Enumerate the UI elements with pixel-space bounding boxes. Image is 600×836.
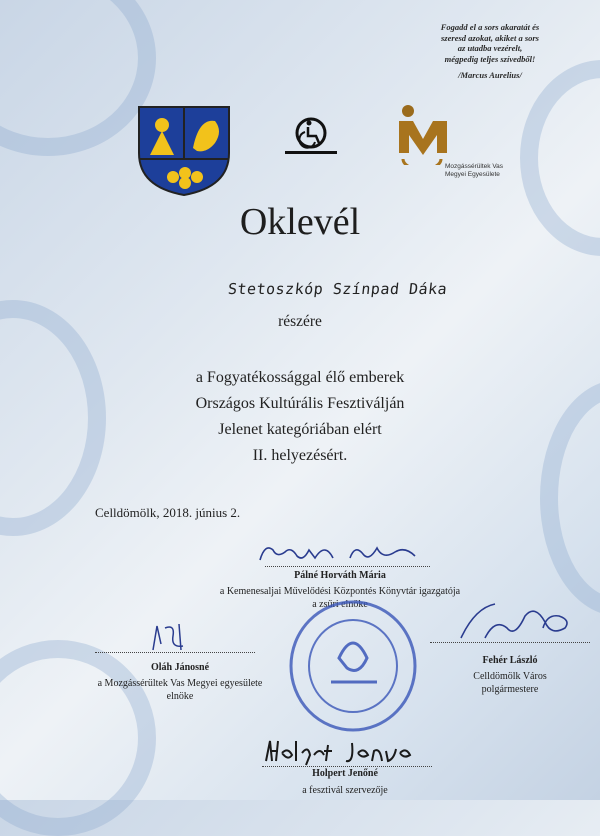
- award-line: II. helyezésért.: [252, 447, 348, 464]
- coat-of-arms-icon: [135, 103, 233, 198]
- signer-role-left: [60, 677, 300, 703]
- signer-name-bottom: Holpert Jenőné: [312, 768, 378, 779]
- quote-line: Fogadd el a sors akaratát és: [440, 22, 540, 32]
- handwritten-signature: [262, 735, 432, 767]
- award-line: Országos Kultúrális Fesztiválján: [195, 395, 405, 412]
- organization-logo-icon: [393, 103, 453, 165]
- award-line: Jelenet kategóriában elért: [218, 421, 382, 438]
- org-text-line: Mozgássérültek Vas: [445, 163, 504, 170]
- place-and-date: Celldömölk, 2018. június 2.: [95, 505, 241, 520]
- signature-line: [95, 652, 255, 653]
- role-line: a Kemenesaljai Művelődési Központés Könyvtár igazgatója: [219, 586, 461, 597]
- role-line: a Mozgássérültek Vas Megyei egyesülete: [97, 678, 263, 689]
- organization-logo-text: [445, 163, 545, 179]
- signer-role-bottom: a fesztivál szervezője: [302, 785, 388, 796]
- role-line: elnöke: [166, 691, 194, 702]
- signature-line: [430, 642, 590, 643]
- signer-role-right: [430, 670, 590, 696]
- role-line: Celldömölk Város: [473, 671, 547, 682]
- quote-line: mégpedig teljes szívedből!: [444, 53, 536, 64]
- role-line: a zsűri elnöke: [312, 599, 368, 610]
- role-line: polgármestere: [481, 684, 539, 695]
- signature-line: [262, 766, 432, 767]
- award-line: a Fogyatékossággal élő emberek: [195, 369, 405, 386]
- signer-name-left: Oláh Jánosné: [150, 662, 210, 673]
- award-description: [0, 365, 600, 469]
- signer-name-top: Pálné Horváth Mária: [294, 570, 386, 581]
- epigraph-quote: [415, 22, 565, 81]
- handwritten-signature: [255, 538, 435, 568]
- document-title: Oklevél: [239, 201, 361, 243]
- signature-line: [265, 566, 430, 567]
- for-label: részére: [278, 313, 322, 330]
- recipient-name: Stetoszkóp Színpad Dáka: [227, 280, 449, 298]
- quote-line: szeresd azokat, akiket a sors: [441, 32, 539, 43]
- handwritten-signature: [145, 620, 195, 654]
- official-stamp-icon: [287, 598, 419, 733]
- handwritten-signature: [455, 598, 575, 646]
- quote-author: /Marcus Aurelius/: [458, 70, 522, 80]
- background-swirl: [0, 0, 156, 156]
- signer-name-right: Fehér László: [482, 655, 538, 666]
- quote-line: az utadba vezérelt,: [457, 43, 523, 53]
- wheelchair-icon: [285, 115, 337, 157]
- org-text-line: Megyei Egyesülete: [445, 171, 500, 178]
